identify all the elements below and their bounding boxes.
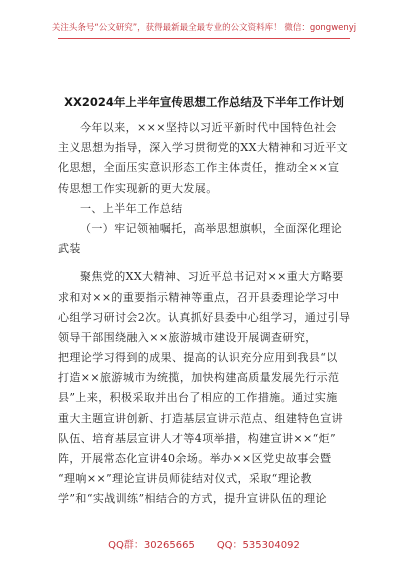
body-line: 县”上来，积极采取并出台了相应的工作措施。通过实施 (58, 391, 338, 405)
body-line: 领导干部围绕融入××旅游城市建设开展调查研究， (58, 330, 317, 344)
intro-line: 传思想工作实现新的更大发展。 (58, 181, 218, 195)
promo-text: 关注头条号“公文研究”，获得最新最全最专业的公文资料库！ 微信：gongwenyj (51, 23, 357, 33)
subsection-heading-line: （一）牢记领袖嘱托，高举思想旗帜，全面深化理论 (80, 221, 343, 235)
body-line: 求和对××的重要指示精神等重点，召开县委理论学习中 (58, 290, 340, 304)
body-line: 聚焦党的XX大精神、习近平总书记对××重大方略要 (80, 270, 344, 284)
body-line: 心组学习研讨会2次。认真抓好县委中心组学习，通过引导 (58, 310, 351, 324)
contact-footer (0, 536, 408, 551)
body-line: 队伍、培育基层宣讲人才等4项举措，构建宣讲××“炬” (58, 431, 337, 445)
subsection-heading-line: 武装 (58, 242, 81, 256)
paragraph-gap (58, 259, 350, 267)
header-divider (58, 38, 350, 39)
section-heading: 一、上半年工作总结 (80, 201, 183, 215)
intro-line: 化思想，全面压实意识形态工作主体责任，推动全××宣 (58, 161, 340, 175)
qq-number: QQ：535304092 (216, 540, 300, 551)
intro-line: 今年以来，×××坚持以习近平新时代中国特色社会 (80, 121, 337, 134)
qq-group-number: QQ群：30265665 (108, 540, 195, 551)
document-title: XX2024年上半年宣传思想工作总结及下半年工作计划 (64, 95, 344, 109)
body-line: 学”和“实战训练”相结合的方式，提升宣讲队伍的理论 (58, 492, 327, 506)
document-body (58, 118, 350, 510)
body-line: 打造××旅游城市为统揽，加快构建高质量发展先行示范 (58, 371, 340, 385)
body-line: 阵，开展常态化宣讲40余场。举办××区党史故事会暨 (58, 452, 332, 465)
intro-line: 主义思想为指导，深入学习贯彻党的XX大精神和习近平文 (58, 141, 349, 155)
promo-header (0, 0, 408, 46)
body-line: 重大主题宣讲创新、打造基层宣讲示范点、组建特色宣讲 (58, 411, 343, 425)
body-line: 把理论学习得到的成果、提高的认识充分应用到我县“以 (58, 351, 338, 365)
body-line: “理响××”理论宣讲员师徒结对仪式，采取“理论教 (58, 472, 312, 486)
